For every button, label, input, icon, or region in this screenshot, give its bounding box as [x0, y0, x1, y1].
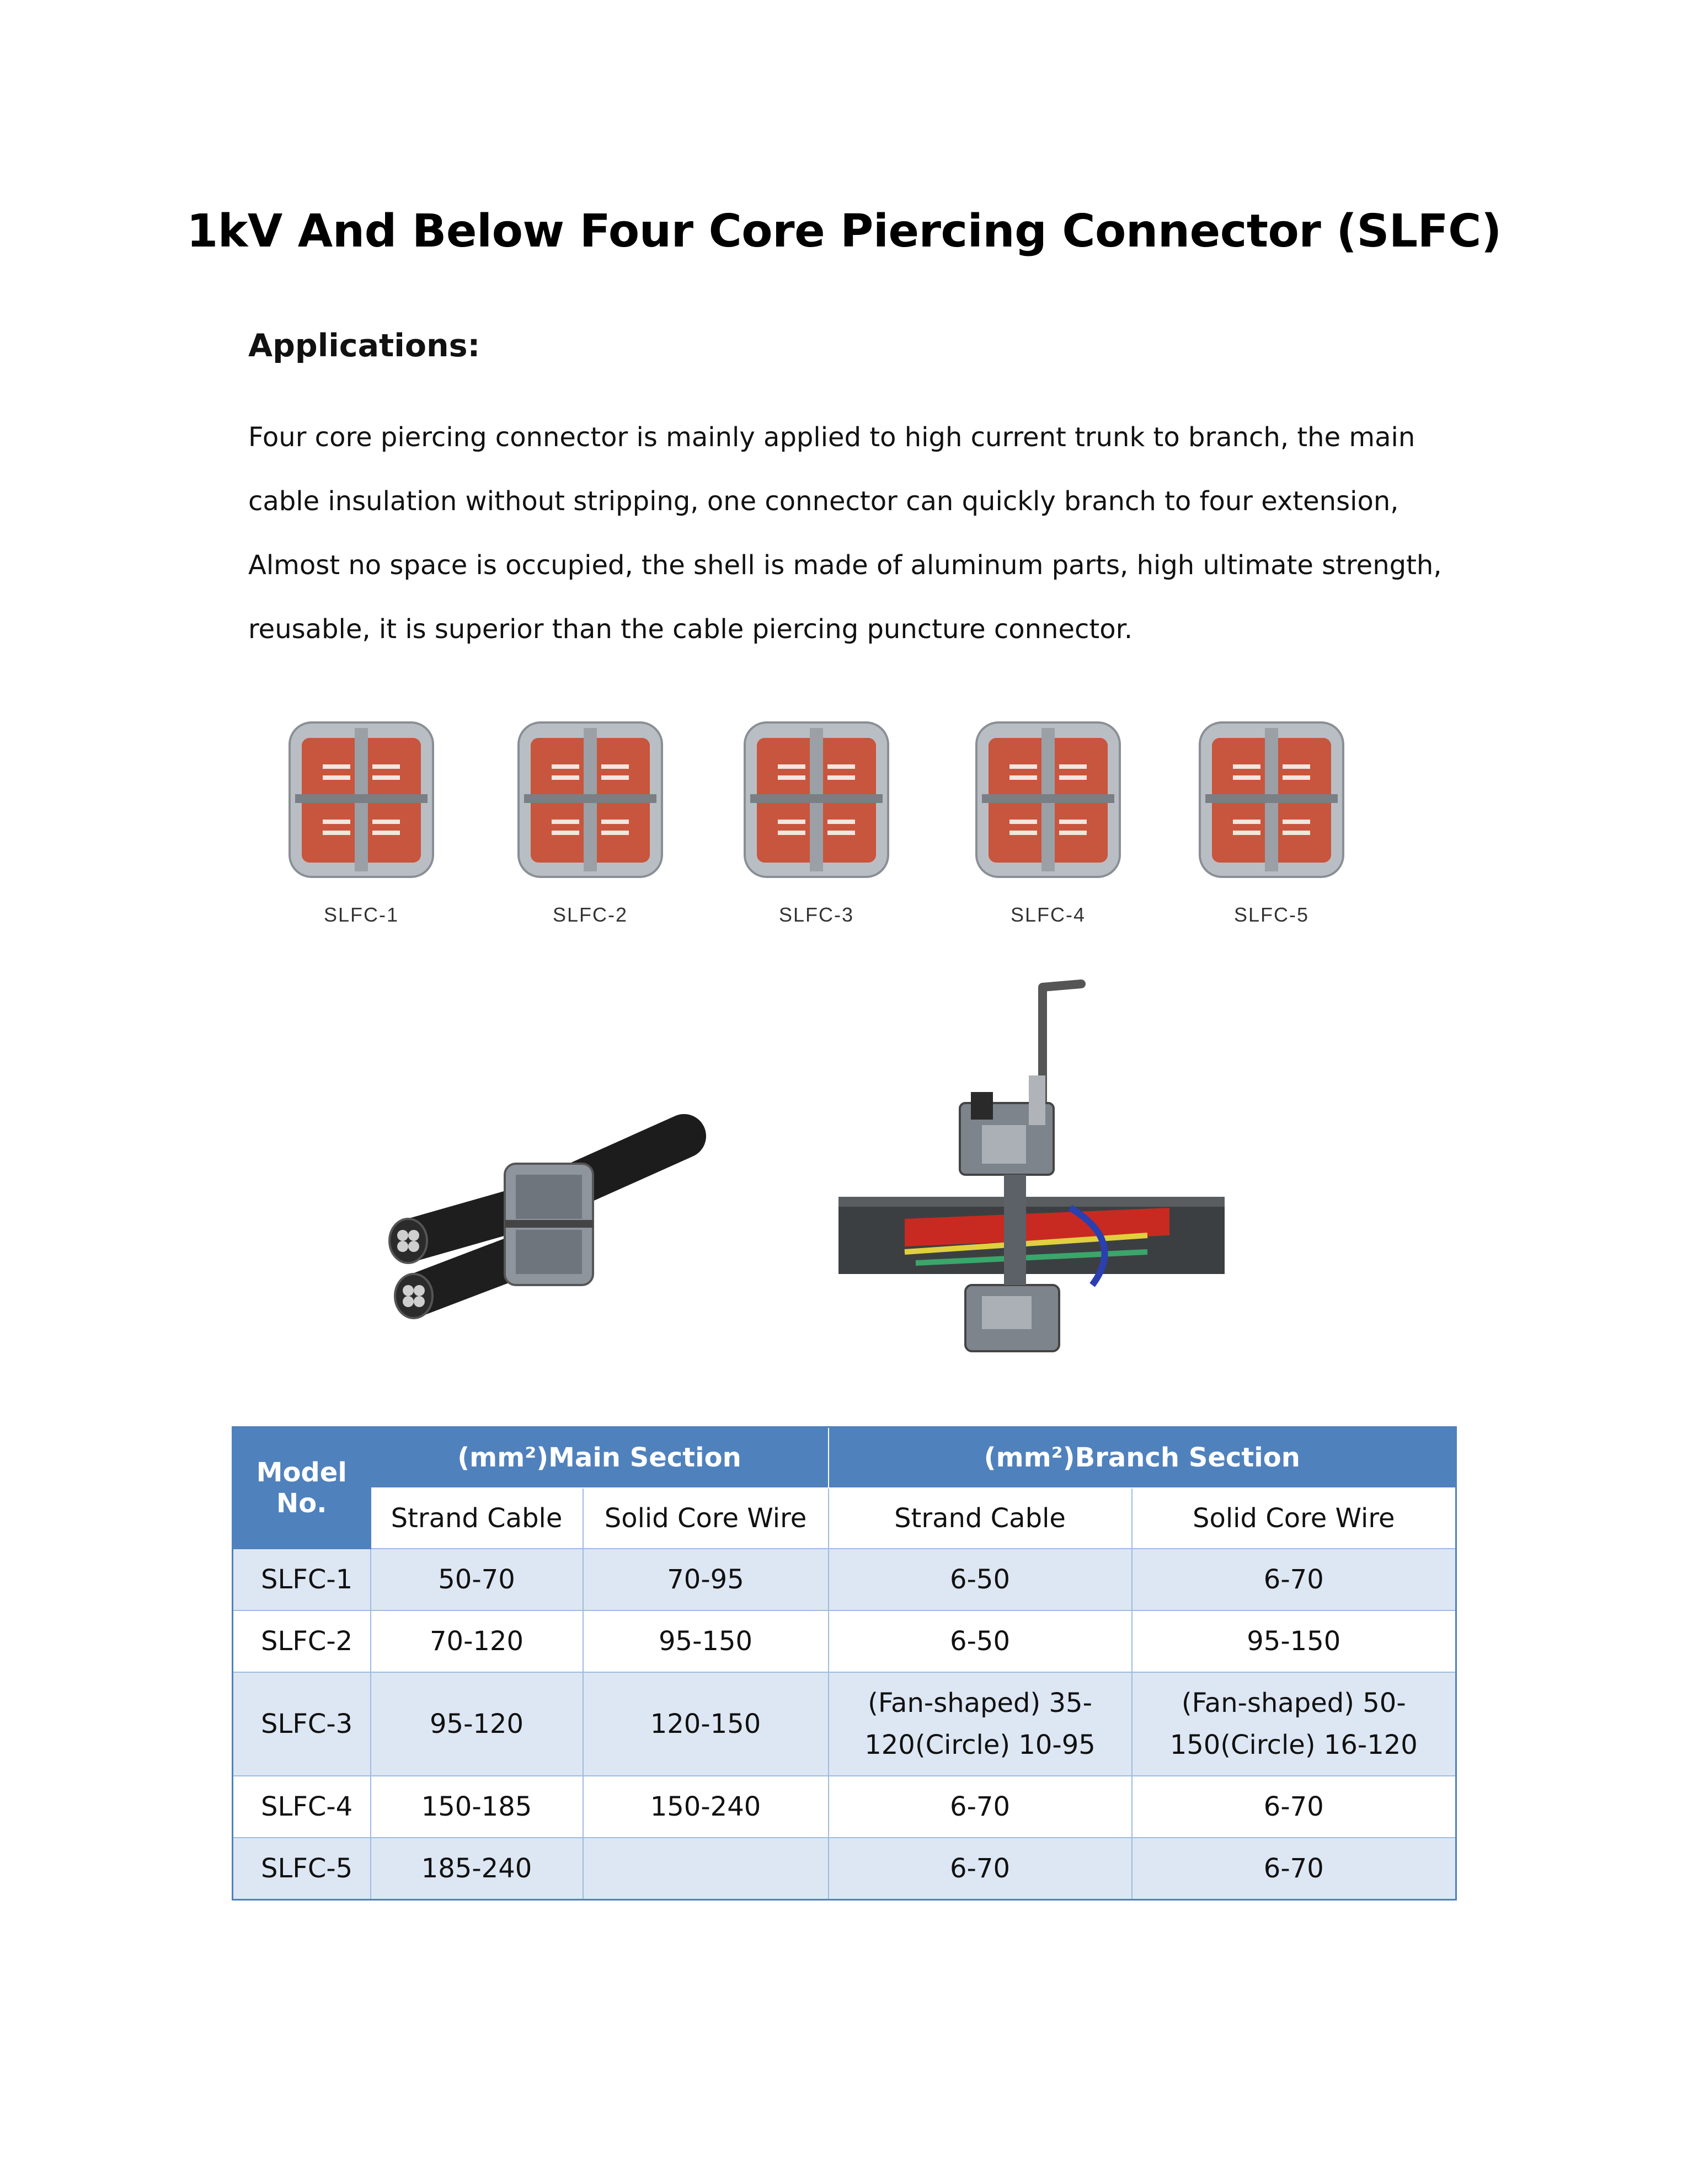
- page-title: 1kV And Below Four Core Piercing Connector (SLFC): [186, 205, 1502, 258]
- product-item: [1189, 711, 1354, 932]
- table-row: [233, 1838, 1456, 1900]
- product-label: SLFC-2: [552, 903, 628, 926]
- specification-table: [232, 1426, 1457, 1901]
- connector-icon: [734, 711, 899, 899]
- table-cell: (Fan-shaped) 35-120(Circle) 10-95: [829, 1672, 1132, 1776]
- model-cell: SLFC-1: [233, 1549, 371, 1610]
- connector-icon: [508, 711, 673, 899]
- connector-icon: [1189, 711, 1354, 899]
- model-no-header: Model No.: [233, 1427, 371, 1549]
- branch-solid-core-header: Solid Core Wire: [1132, 1488, 1456, 1549]
- model-cell: SLFC-4: [233, 1776, 371, 1838]
- table-row: [233, 1610, 1456, 1672]
- connector-icon: [279, 711, 444, 899]
- table-cell: 6-50: [829, 1610, 1132, 1672]
- branch-strand-cable-header: Strand Cable: [829, 1488, 1132, 1549]
- model-cell: SLFC-3: [233, 1672, 371, 1776]
- model-cell: SLFC-5: [233, 1838, 371, 1900]
- branch-section-header: (mm²)Branch Section: [829, 1427, 1456, 1489]
- product-label: SLFC-4: [1010, 903, 1086, 926]
- table-cell: 6-70: [829, 1838, 1132, 1900]
- table-cell: 95-120: [371, 1672, 583, 1776]
- connector-icon: [965, 711, 1131, 899]
- table-cell: [583, 1838, 829, 1900]
- table-cell: 6-70: [829, 1776, 1132, 1838]
- table-cell: 150-185: [371, 1776, 583, 1838]
- main-section-header: (mm²)Main Section: [371, 1427, 829, 1489]
- table-cell: (Fan-shaped) 50-150(Circle) 16-120: [1132, 1672, 1456, 1776]
- product-item: [508, 711, 673, 932]
- product-item: [965, 711, 1131, 932]
- installation-tool-photo: [838, 976, 1230, 1362]
- table-row: [233, 1549, 1456, 1610]
- product-item: [279, 711, 444, 932]
- table-cell: 150-240: [583, 1776, 829, 1838]
- table-cell: 95-150: [583, 1610, 829, 1672]
- table-cell: 70-95: [583, 1549, 829, 1610]
- main-solid-core-header: Solid Core Wire: [583, 1488, 829, 1549]
- product-label: SLFC-3: [778, 903, 854, 926]
- table-row: [233, 1776, 1456, 1838]
- table-cell: 6-70: [1132, 1549, 1456, 1610]
- applications-heading: Applications:: [248, 328, 480, 364]
- table-cell: 120-150: [583, 1672, 829, 1776]
- table-cell: 6-50: [829, 1549, 1132, 1610]
- table-cell: 185-240: [371, 1838, 583, 1900]
- model-cell: SLFC-2: [233, 1610, 371, 1672]
- table-cell: 50-70: [371, 1549, 583, 1610]
- table-cell: 95-150: [1132, 1610, 1456, 1672]
- table-cell: 6-70: [1132, 1776, 1456, 1838]
- table-cell: 6-70: [1132, 1838, 1456, 1900]
- table-cell: 70-120: [371, 1610, 583, 1672]
- applications-text: Four core piercing connector is mainly applied to high current trunk to branch, the main cable insulation without stripping, one connector can quickly branch to four extension, Almost no space is occupied, the shell is made of aluminum parts, high ultimate strength, reusable, it is superior than the cable piercing puncture connector.: [248, 422, 1442, 645]
- main-strand-cable-header: Strand Cable: [371, 1488, 583, 1549]
- product-label: SLFC-1: [323, 903, 399, 926]
- product-item: [734, 711, 899, 932]
- table-row: [233, 1672, 1456, 1776]
- product-label: SLFC-5: [1233, 903, 1310, 926]
- installed-connector-photo: [386, 1114, 706, 1335]
